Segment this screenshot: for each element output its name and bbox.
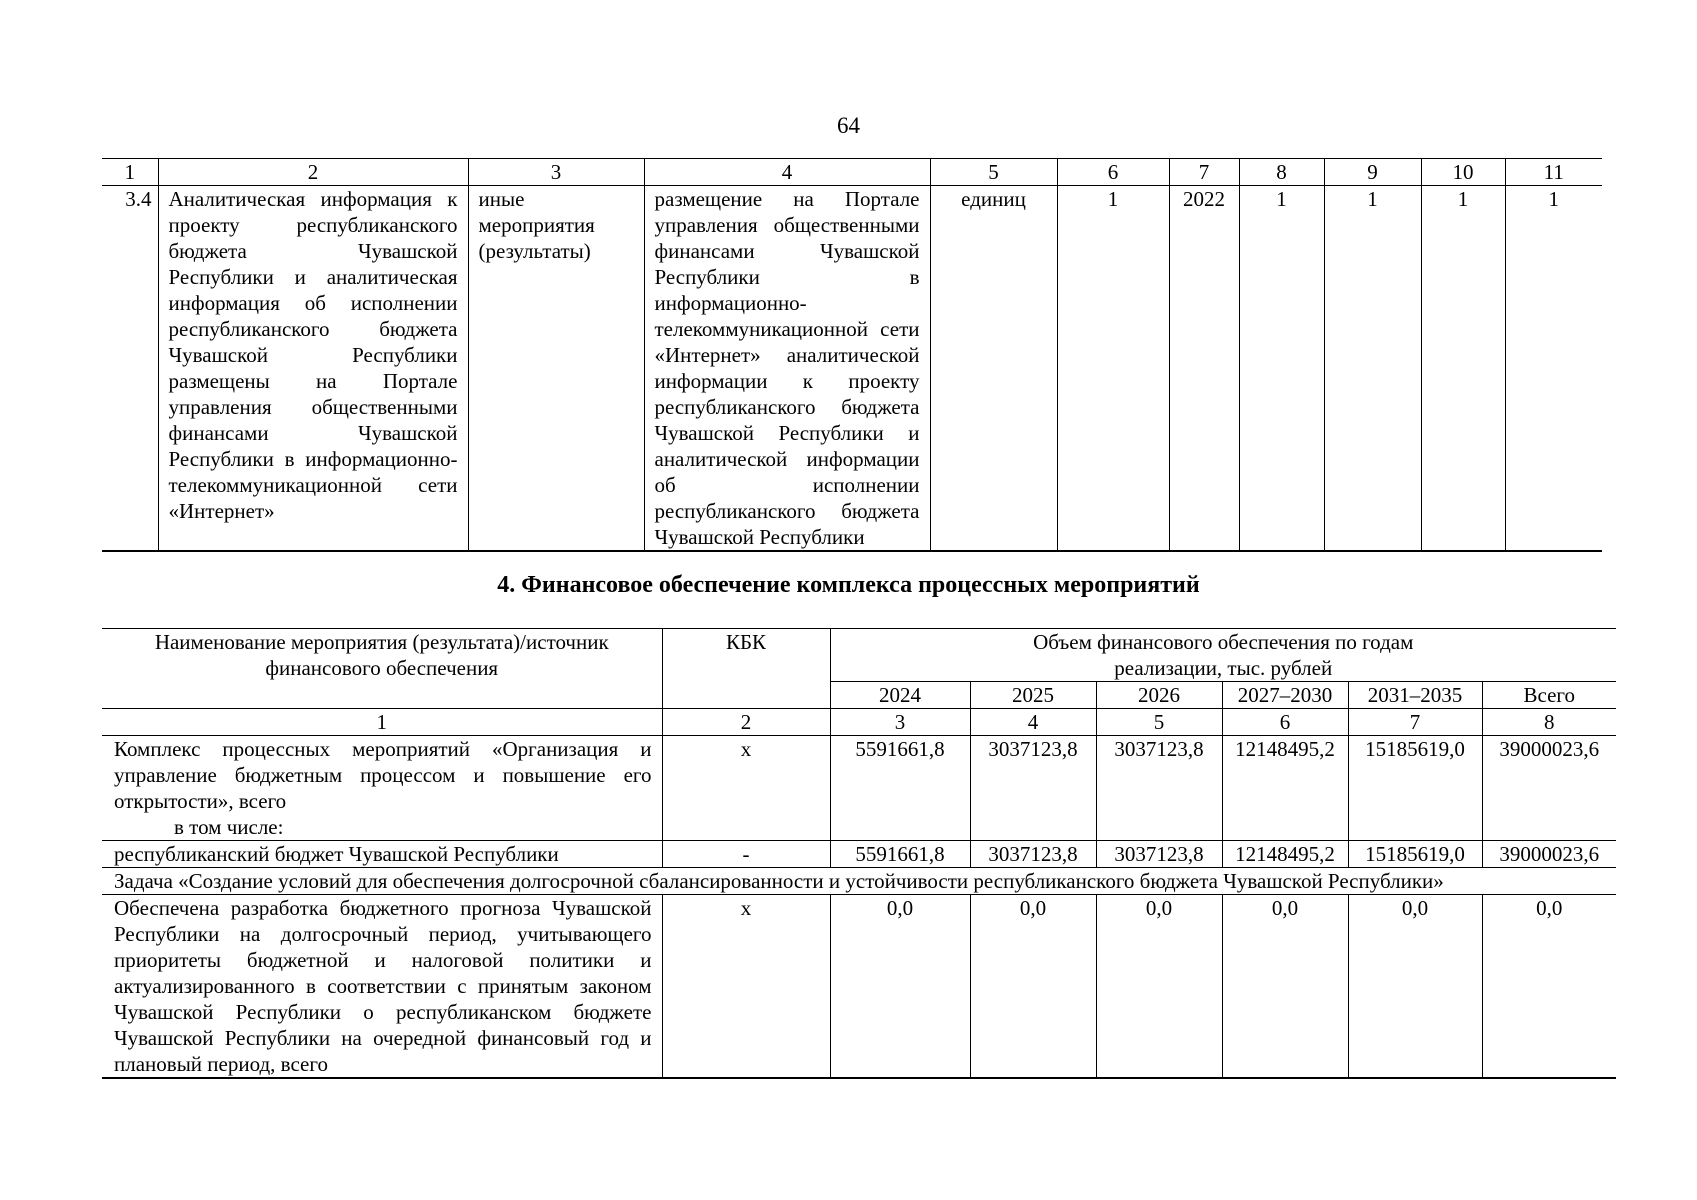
col-number: 6 xyxy=(1057,159,1169,186)
col-number: 3 xyxy=(830,709,970,736)
value-2024: 5591661,8 xyxy=(830,841,970,868)
col-number: 1 xyxy=(102,159,158,186)
cell-9: 1 xyxy=(1324,186,1421,552)
section-title: 4. Финансовое обеспечение комплекса процессных мероприятий xyxy=(497,572,1200,598)
kbk-value: - xyxy=(662,841,830,868)
row-subnote: в том числе: xyxy=(174,815,284,839)
value-2025: 0,0 xyxy=(970,895,1096,1079)
value-total: 0,0 xyxy=(1482,895,1616,1079)
col-number: 2 xyxy=(158,159,468,186)
task-text: Задача «Создание условий для обеспечения долгосрочной сбалансированности и устойчивости республиканского бюджета Чувашской Республики» xyxy=(102,868,1616,895)
cell-11: 1 xyxy=(1505,186,1602,552)
year-header: Всего xyxy=(1482,682,1616,709)
value-2025: 3037123,8 xyxy=(970,841,1096,868)
year-header: 2027–2030 xyxy=(1222,682,1348,709)
column-numbers-row xyxy=(102,709,1616,736)
header-row xyxy=(102,629,1616,682)
value-2027-2030: 12148495,2 xyxy=(1222,841,1348,868)
value-2026: 0,0 xyxy=(1096,895,1222,1079)
cell-8: 1 xyxy=(1239,186,1324,552)
col-number: 5 xyxy=(1096,709,1222,736)
value-total: 39000023,6 xyxy=(1482,736,1616,841)
row-name xyxy=(102,736,662,841)
value-2026: 3037123,8 xyxy=(1096,736,1222,841)
table-row xyxy=(102,186,1602,552)
col-number: 8 xyxy=(1239,159,1324,186)
header-kbk: КБК xyxy=(662,629,830,709)
table-row xyxy=(102,736,1616,841)
col-number: 7 xyxy=(1348,709,1482,736)
col-number: 7 xyxy=(1169,159,1239,186)
row-name-text: Комплекс процессных мероприятий «Организация и управление бюджетным процессом и повышение его открытости», всего xyxy=(114,737,652,813)
row-name: республиканский бюджет Чувашской Республики xyxy=(102,841,662,868)
value-2025: 3037123,8 xyxy=(970,736,1096,841)
col-number: 4 xyxy=(970,709,1096,736)
header-volume: Объем финансового обеспечения по годам реализации, тыс. рублей xyxy=(830,629,1616,682)
col-number: 1 xyxy=(102,709,662,736)
cell-10: 1 xyxy=(1421,186,1505,552)
kbk-value: х xyxy=(662,736,830,841)
year-header: 2024 xyxy=(830,682,970,709)
col-number: 6 xyxy=(1222,709,1348,736)
year-header: 2026 xyxy=(1096,682,1222,709)
unit: единиц xyxy=(930,186,1057,552)
value-2024: 5591661,8 xyxy=(830,736,970,841)
column-numbers-row xyxy=(102,159,1602,186)
value-total: 39000023,6 xyxy=(1482,841,1616,868)
result-description: размещение на Портале управления общественными финансами Чувашской Республики в информационно-телекоммуникационной сети «Интернет» аналитической информации к проекту республиканского бюджета Чувашской Республики и аналитической информации об исполнении республиканского бюджета Чувашской Республики xyxy=(644,186,930,552)
task-row xyxy=(102,868,1616,895)
value-2024: 0,0 xyxy=(830,895,970,1079)
col-number: 4 xyxy=(644,159,930,186)
year-header: 2025 xyxy=(970,682,1096,709)
indicators-table xyxy=(102,158,1602,552)
result-type: иные мероприятия (результаты) xyxy=(468,186,644,552)
row-name: Обеспечена разработка бюджетного прогноза Чувашской Республики на долгосрочный период, учитывающего приоритеты бюджетной и налоговой политики и актуализированного в соответствии с принятым законом Чувашской Республики о республиканском бюджете Чувашской Республики на очередной финансовый год и плановый период, всего xyxy=(102,895,662,1079)
value-2026: 3037123,8 xyxy=(1096,841,1222,868)
value-2031-2035: 15185619,0 xyxy=(1348,736,1482,841)
page-number: 64 xyxy=(837,113,860,138)
cell-7: 2022 xyxy=(1169,186,1239,552)
header-name: Наименование мероприятия (результата)/источник финансового обеспечения xyxy=(102,629,662,709)
cell-6: 1 xyxy=(1057,186,1169,552)
financing-table xyxy=(102,628,1616,1079)
table-row xyxy=(102,841,1616,868)
row-number: 3.4 xyxy=(102,186,158,552)
col-number: 11 xyxy=(1505,159,1602,186)
col-number: 8 xyxy=(1482,709,1616,736)
value-2027-2030: 12148495,2 xyxy=(1222,736,1348,841)
year-header: 2031–2035 xyxy=(1348,682,1482,709)
value-2031-2035: 15185619,0 xyxy=(1348,841,1482,868)
col-number: 10 xyxy=(1421,159,1505,186)
value-2027-2030: 0,0 xyxy=(1222,895,1348,1079)
table-row xyxy=(102,895,1616,1079)
kbk-value: х xyxy=(662,895,830,1079)
col-number: 3 xyxy=(468,159,644,186)
col-number: 2 xyxy=(662,709,830,736)
value-2031-2035: 0,0 xyxy=(1348,895,1482,1079)
result-name: Аналитическая информация к проекту республиканского бюджета Чувашской Республики и аналитическая информация об исполнении республиканского бюджета Чувашской Республики размещены на Портале управления общественными финансами Чувашской Республики в информационно-телекоммуникационной сети «Интернет» xyxy=(158,186,468,552)
col-number: 9 xyxy=(1324,159,1421,186)
col-number: 5 xyxy=(930,159,1057,186)
